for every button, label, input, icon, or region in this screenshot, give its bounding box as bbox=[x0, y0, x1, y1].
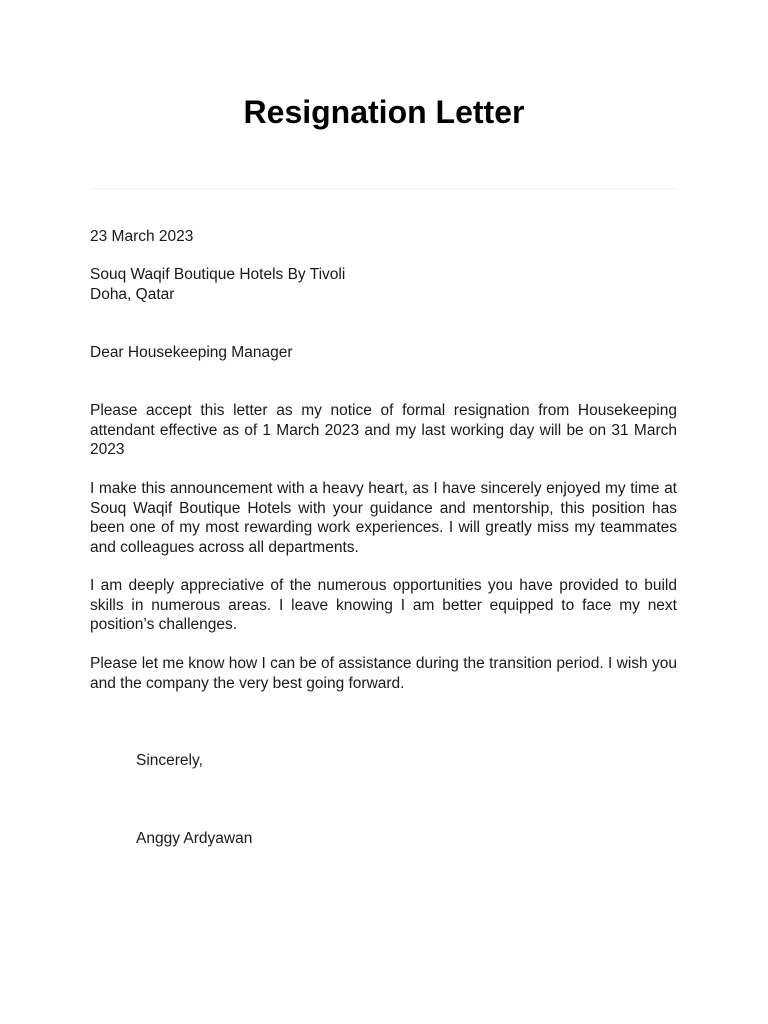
body-paragraph-1: Please accept this letter as my notice of formal resignation from Housekeeping attendant effective as of 1 March 2023 and my last working day will be on 31 March 2023 bbox=[90, 402, 677, 458]
body-paragraph-4: Please let me know how I can be of assistance during the transition period. I wish you and the company the very best going forward. bbox=[90, 655, 677, 692]
recipient-line-1: Souq Waqif Boutique Hotels By Tivoli bbox=[90, 266, 346, 283]
signer-name: Anggy Ardyawan bbox=[136, 830, 253, 847]
closing: Sincerely, bbox=[136, 752, 203, 769]
body-paragraph-2: I make this announcement with a heavy heart, as I have sincerely enjoyed my time at Souq Waqif Boutique Hotels with your guidance and mentorship, this position has been one of my most rewarding work experiences. I will greatly miss my teammates and colleagues across all departments. bbox=[90, 480, 677, 556]
recipient-line-2: Doha, Qatar bbox=[90, 285, 175, 303]
title-divider bbox=[90, 188, 678, 189]
salutation: Dear Housekeeping Manager bbox=[90, 344, 293, 361]
recipient-address bbox=[90, 265, 345, 304]
body-paragraph-3: I am deeply appreciative of the numerous opportunities you have provided to build skills in numerous areas. I leave knowing I am better equipped to face my next position’s challenges. bbox=[90, 577, 677, 633]
letter-date: 23 March 2023 bbox=[90, 228, 194, 245]
page-title: Resignation Letter bbox=[243, 94, 525, 130]
